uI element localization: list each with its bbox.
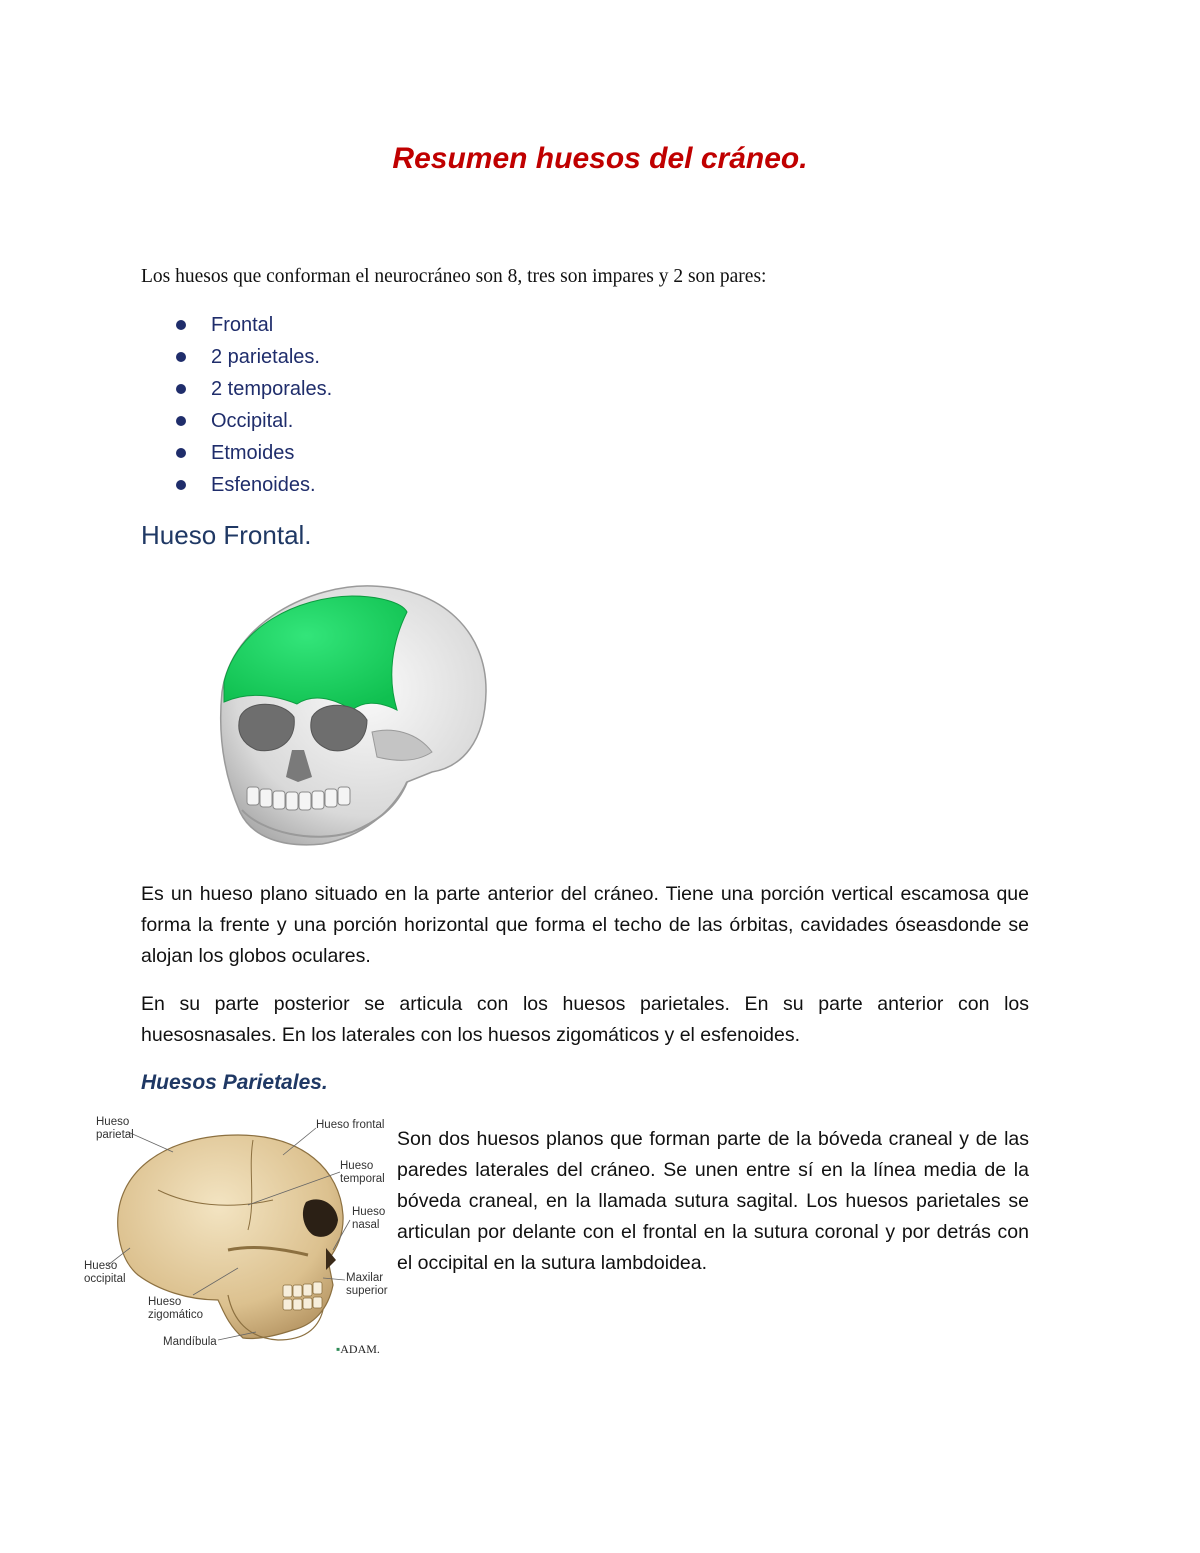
label-hueso-temporal: Hueso temporal — [340, 1160, 385, 1185]
bone-list — [174, 310, 332, 502]
label-hueso-frontal: Hueso frontal — [316, 1119, 385, 1131]
label-maxilar-superior: Maxilar superior — [346, 1272, 388, 1297]
label-mandibula: Mandíbula — [163, 1336, 217, 1348]
bullet-icon — [176, 384, 186, 394]
list-item: 2 temporales. — [174, 374, 332, 406]
list-item: Frontal — [174, 310, 332, 342]
bullet-icon — [176, 352, 186, 362]
label-hueso-parietal: Hueso parietal — [96, 1116, 134, 1141]
section-heading-parietales: Huesos Parietales. — [141, 1071, 328, 1094]
skull-drawing — [78, 1110, 396, 1360]
label-hueso-nasal: Hueso nasal — [352, 1206, 386, 1231]
frontal-paragraph-2: En su parte posterior se articula con los huesos parietales. En su parte anterior con los huesosnasales. En los laterales con los huesos zigomáticos y el esfenoides. — [141, 993, 1029, 1046]
bullet-icon — [176, 416, 186, 426]
label-hueso-zigomatico: Hueso zigomático — [148, 1296, 203, 1321]
parietal-skull-illustration — [78, 1110, 396, 1360]
bullet-icon — [176, 448, 186, 458]
list-item: Esfenoides. — [174, 470, 332, 502]
label-hueso-occipital: Hueso occipital — [84, 1260, 126, 1285]
frontal-bone-illustration — [202, 582, 492, 850]
list-item: 2 parietales. — [174, 342, 332, 374]
page-title: Resumen huesos del cráneo. — [392, 142, 808, 175]
section-heading-frontal: Hueso Frontal. — [141, 520, 312, 550]
adam-credit: ▪ADAM. — [336, 1342, 380, 1356]
bullet-icon — [176, 480, 186, 490]
parietales-paragraph: Son dos huesos planos que forman parte de la bóveda craneal y de las paredes laterales del cráneo. Se unen entre sí en la línea media de la bóveda craneal, en la llamada sutura sagital. Los huesos parietales se articulan por delante con el frontal en la sutura coronal y por detrás con el occipital en la sutura lambdoidea. — [397, 1128, 1029, 1274]
bullet-icon — [176, 320, 186, 330]
intro-paragraph: Los huesos que conforman el neurocráneo son 8, tres son impares y 2 son pares: — [141, 266, 767, 287]
frontal-paragraph-1: Es un hueso plano situado en la parte anterior del cráneo. Tiene una porción vertical escamosa que forma la frente y una porción horizontal que forma el techo de las órbitas, cavidades óseasdonde se alojan los globos oculares. — [141, 883, 1029, 967]
list-item: Occipital. — [174, 406, 332, 438]
adam-logo-icon: ▪ — [336, 1342, 341, 1356]
list-item: Etmoides — [174, 438, 332, 470]
